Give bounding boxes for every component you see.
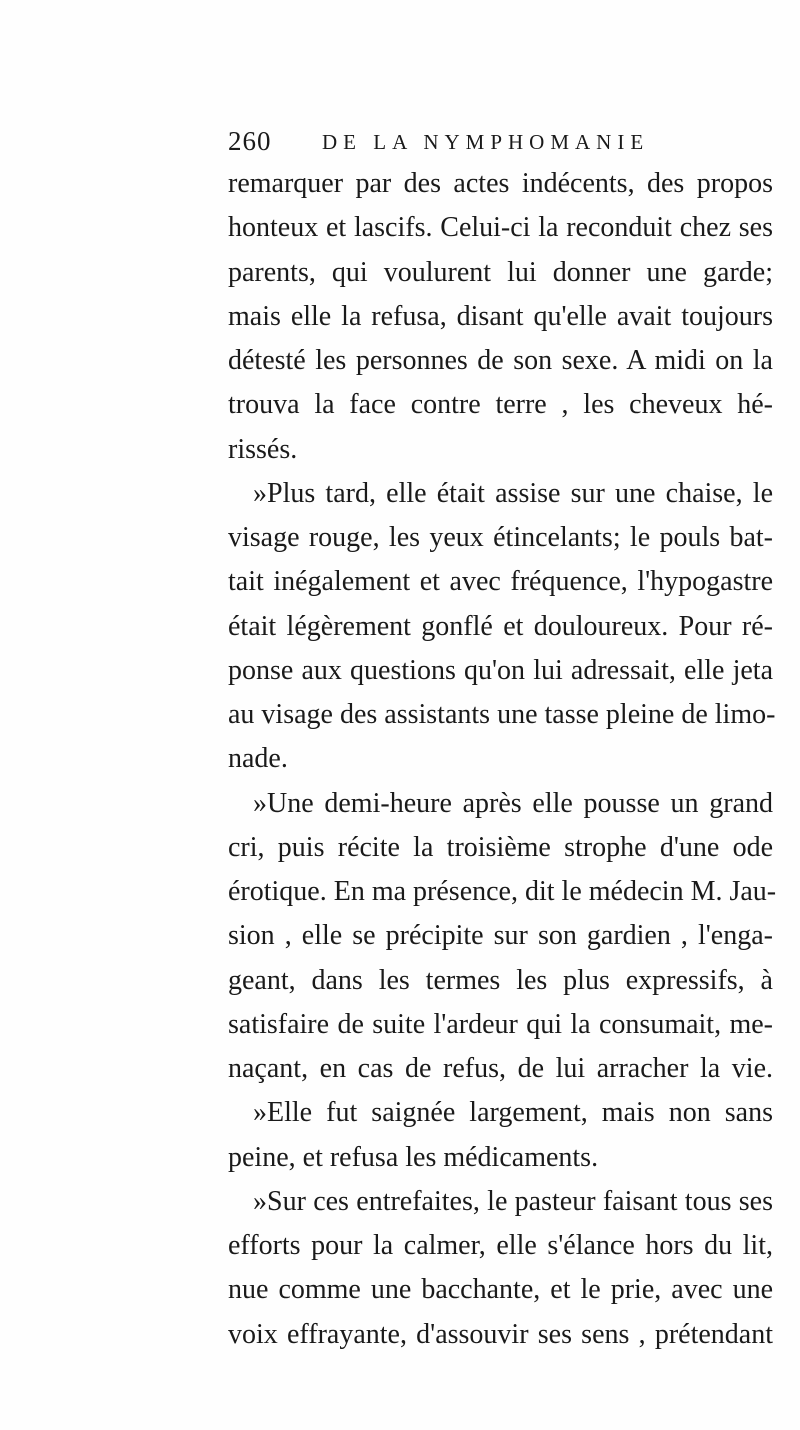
text-line: voix effrayante, d'assouvir ses sens , prétendant	[228, 1318, 773, 1350]
text-line: tait inégalement et avec fréquence, l'hypogastre	[228, 566, 773, 598]
text-line: nade.	[228, 743, 288, 775]
text-line: efforts pour la calmer, elle s'élance hors du lit,	[228, 1230, 773, 1261]
text-line: rissés.	[228, 433, 298, 465]
text-line: »Plus tard, elle était assise sur une chaise, le	[253, 477, 773, 509]
text-line: peine, et refusa les médicaments.	[228, 1141, 599, 1173]
text-line: satisfaire de suite l'ardeur qui la consumait, me-	[228, 1008, 773, 1040]
text-line: ponse aux questions qu'on lui adressait, elle jeta	[228, 654, 773, 686]
body-text	[228, 162, 777, 1357]
text-line: mais elle la refusa, disant qu'elle avait toujours	[228, 300, 773, 332]
text-line: remarquer par des actes indécents, des propos	[228, 168, 773, 199]
text-line: »Elle fut saignée largement, mais non sans	[253, 1097, 773, 1129]
text-line: trouva la face contre terre , les cheveux hé-	[228, 389, 773, 421]
text-line: était légèrement gonflé et douloureux. Pour ré-	[228, 610, 773, 642]
text-line: détesté les personnes de son sexe. A midi on la	[228, 345, 773, 376]
text-line: cri, puis récite la troisième strophe d'une ode	[228, 831, 773, 863]
text-line: parents, qui voulurent lui donner une garde;	[228, 256, 773, 288]
text-line: geant, dans les termes les plus expressifs, à	[228, 964, 773, 996]
text-line: nue comme une bacchante, et le prie, avec une	[228, 1274, 773, 1306]
text-line: »Sur ces entrefaites, le pasteur faisant tous ses	[253, 1185, 773, 1217]
page-header	[228, 126, 748, 160]
text-line: naçant, en cas de refus, de lui arracher la vie.	[228, 1053, 773, 1084]
running-title: DE LA NYMPHOMANIE	[322, 130, 650, 154]
text-line: sion , elle se précipite sur son gardien , l'enga-	[228, 920, 773, 952]
page-number: 260	[228, 126, 272, 156]
text-line: visage rouge, les yeux étincelants; le pouls bat-	[228, 522, 773, 553]
text-line: honteux et lascifs. Celui-ci la reconduit chez ses	[228, 212, 773, 244]
text-line: »Une demi-heure après elle pousse un grand	[253, 787, 773, 819]
text-line: au visage des assistants une tasse pleine de limo-	[228, 699, 776, 730]
text-line: érotique. En ma présence, dit le médecin M. Jau-	[228, 876, 777, 907]
